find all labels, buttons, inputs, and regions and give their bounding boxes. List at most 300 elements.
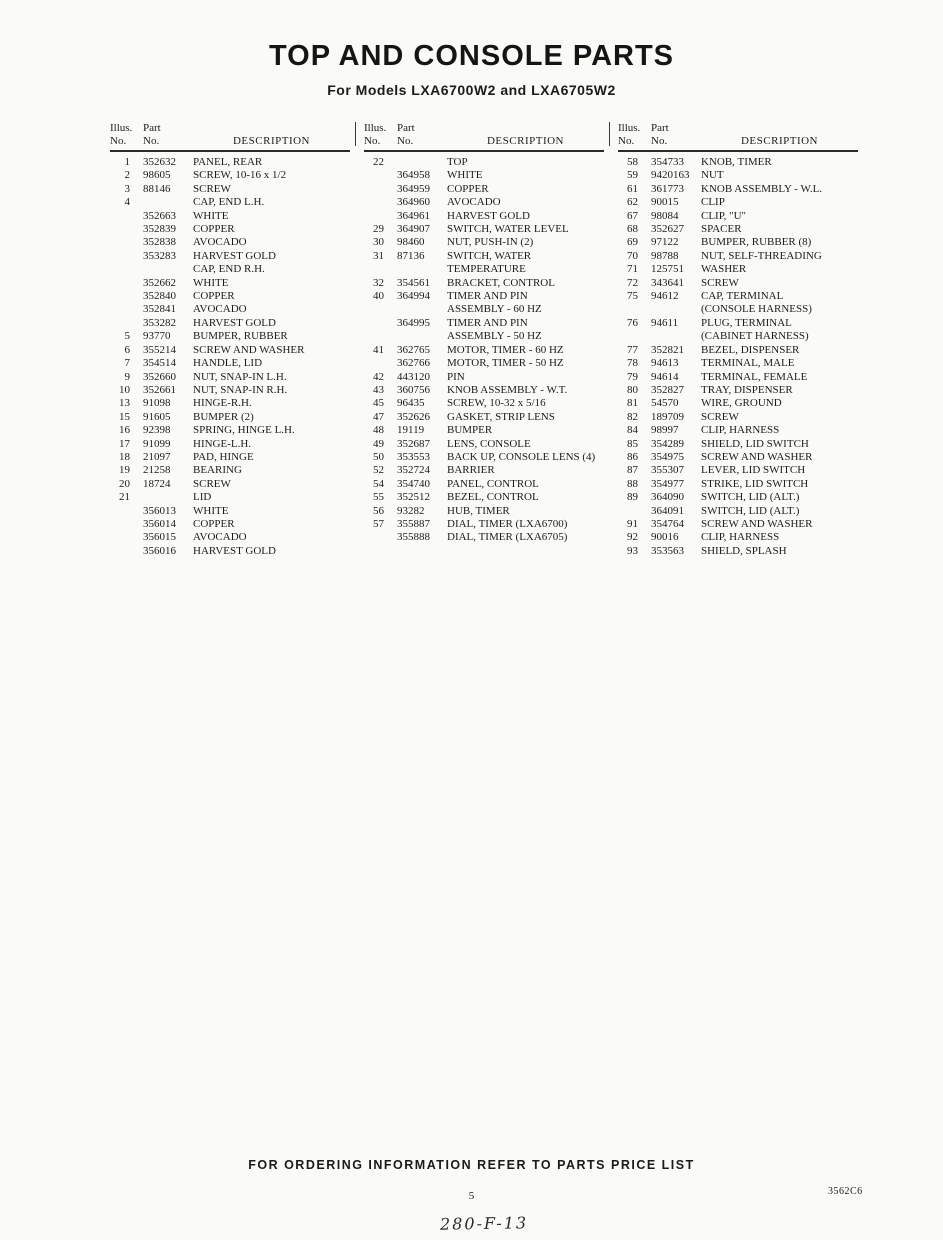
header-part-label: Part (143, 122, 161, 134)
description-cell: TRAY, DISPENSER (701, 383, 793, 396)
parts-row (618, 545, 858, 558)
parts-row (618, 371, 858, 384)
part-no-cell (397, 156, 447, 169)
description-cell: CAP, END R.H. (193, 263, 265, 276)
description-cell: SCREW AND WASHER (193, 343, 305, 356)
illus-no-cell: 40 (373, 290, 384, 303)
part-no-cell: 352841 (143, 303, 176, 316)
part-no-cell: 352627 (651, 223, 684, 236)
illus-no-cell (110, 236, 130, 249)
parts-row (110, 451, 350, 464)
illus-no-cell (364, 263, 384, 276)
description-cell: SWITCH, WATER LEVEL (447, 223, 569, 236)
part-no-cell: 356014 (143, 517, 176, 530)
parts-row (618, 384, 858, 397)
part-no-cell: 98788 (651, 249, 679, 262)
part-no-cell: 355888 (397, 531, 430, 544)
header-part-label: Part (651, 122, 669, 134)
header-line-1 (618, 122, 858, 135)
parts-row (618, 156, 858, 169)
part-no-cell: 364090 (651, 491, 684, 504)
description-cell: AVOCADO (193, 236, 247, 249)
description-cell: BEARING (193, 464, 242, 477)
illus-no-cell: 5 (124, 330, 130, 343)
illus-no-cell: 56 (373, 504, 384, 517)
illus-no-cell (364, 303, 384, 316)
illus-no-cell: 32 (373, 276, 384, 289)
parts-row (364, 424, 604, 437)
part-no-cell: 98084 (651, 209, 679, 222)
part-no-cell: 356016 (143, 544, 176, 557)
description-cell: HARVEST GOLD (447, 209, 530, 222)
illus-no-cell (364, 169, 384, 182)
parts-table (110, 122, 943, 558)
parts-row (618, 223, 858, 236)
parts-row (364, 384, 604, 397)
part-no-cell (143, 491, 193, 504)
description-cell: COPPER (193, 223, 235, 236)
illus-no-cell: 18 (119, 450, 130, 463)
description-cell: COPPER (193, 517, 235, 530)
description-cell: BARRIER (447, 464, 495, 477)
description-cell: CAP, END L.H. (193, 196, 265, 209)
part-no-cell: 443120 (397, 370, 430, 383)
parts-row (618, 277, 858, 290)
parts-rows (110, 156, 350, 558)
illus-no-cell: 72 (627, 276, 638, 289)
parts-row (110, 464, 350, 477)
part-no-cell: 90016 (651, 531, 679, 544)
description-cell: HANDLE, LID (193, 357, 263, 370)
header-spacer (447, 122, 604, 135)
illus-no-cell (364, 196, 384, 209)
description-cell: SCREW (701, 276, 739, 289)
illus-no-cell: 1 (124, 156, 130, 168)
description-cell: SPRING, HINGE L.H. (193, 424, 295, 437)
description-cell: TERMINAL, MALE (701, 357, 795, 370)
illus-no-cell: 15 (119, 410, 130, 423)
illus-no-cell: 92 (627, 531, 638, 544)
illus-no-cell: 57 (373, 517, 384, 530)
illus-no-cell: 68 (627, 223, 638, 236)
part-no-cell: 90015 (651, 196, 679, 209)
description-cell: HINGE-L.H. (193, 437, 252, 450)
illus-no-cell: 91 (627, 517, 638, 530)
parts-row (110, 491, 350, 504)
part-no-cell: 94613 (651, 357, 679, 370)
header-illus-no-label: No. (364, 135, 381, 147)
illus-no-cell: 62 (627, 196, 638, 209)
header-part-no-label: No. (397, 135, 414, 147)
parts-row (364, 371, 604, 384)
parts-row (110, 330, 350, 343)
parts-row (618, 438, 858, 451)
parts-row (618, 424, 858, 437)
description-cell: STRIKE, LID SWITCH (701, 477, 809, 490)
illus-no-cell: 89 (627, 491, 638, 504)
illus-no-cell: 49 (373, 437, 384, 450)
parts-row (618, 263, 858, 276)
illus-no-cell: 41 (373, 343, 384, 356)
description-cell: PANEL, CONTROL (447, 477, 539, 490)
description-cell: SWITCH, WATER (447, 249, 532, 262)
parts-row (618, 464, 858, 477)
column-header (364, 122, 604, 152)
part-no-cell: 361773 (651, 182, 684, 195)
part-no-cell: 98997 (651, 424, 679, 437)
parts-row (618, 357, 858, 370)
parts-row (110, 344, 350, 357)
header-part-no-label: No. (651, 135, 668, 147)
parts-row (364, 464, 604, 477)
illus-no-cell: 75 (627, 290, 638, 303)
illus-no-cell: 88 (627, 477, 638, 490)
illus-no-cell (110, 290, 130, 303)
part-no-cell: 354740 (397, 477, 430, 490)
illus-no-cell: 81 (627, 397, 638, 410)
description-cell: CLIP, HARNESS (701, 531, 780, 544)
description-cell: MOTOR, TIMER - 50 HZ (447, 357, 564, 370)
parts-row (110, 210, 350, 223)
header-line-2 (110, 135, 350, 148)
description-cell: WHITE (193, 276, 229, 289)
part-no-cell: 93282 (397, 504, 425, 517)
parts-row (110, 156, 350, 169)
part-no-cell: 364960 (397, 196, 430, 209)
part-no-cell: 354975 (651, 450, 684, 463)
part-no-cell: 352632 (143, 156, 176, 168)
part-no-cell: 364959 (397, 182, 430, 195)
illus-no-cell (364, 357, 384, 370)
part-no-cell: 98460 (397, 236, 425, 249)
illus-no-cell (110, 505, 130, 518)
description-cell: NUT, PUSH-IN (2) (447, 236, 534, 249)
parts-row (618, 169, 858, 182)
part-no-cell (397, 330, 447, 343)
description-cell: SCREW AND WASHER (701, 450, 813, 463)
parts-row (364, 250, 604, 263)
illus-no-cell: 48 (373, 424, 384, 437)
description-cell: TERMINAL, FEMALE (701, 370, 808, 383)
illus-no-cell (364, 210, 384, 223)
part-no-cell: 364958 (397, 169, 430, 182)
parts-row (110, 531, 350, 544)
parts-row (110, 277, 350, 290)
part-no-cell: 94611 (651, 316, 679, 329)
parts-row (110, 169, 350, 182)
parts-row (618, 505, 858, 518)
header-part-label: Part (397, 122, 415, 134)
description-cell: CAP, TERMINAL (701, 290, 784, 303)
description-cell: BUMPER, RUBBER (8) (701, 236, 812, 249)
description-cell: CLIP, HARNESS (701, 424, 780, 437)
description-cell: WHITE (193, 504, 229, 517)
parts-row (618, 250, 858, 263)
description-cell: DIAL, TIMER (LXA6705) (447, 531, 568, 544)
parts-row (110, 183, 350, 196)
parts-row (364, 263, 604, 276)
part-no-cell: 354733 (651, 156, 684, 168)
description-cell: ASSEMBLY - 60 HZ (447, 303, 542, 316)
illus-no-cell: 93 (627, 544, 638, 557)
part-no-cell: 9420163 (651, 169, 690, 182)
part-no-cell: 54570 (651, 397, 679, 410)
parts-row (618, 397, 858, 410)
parts-row (110, 505, 350, 518)
part-no-cell: 91605 (143, 410, 171, 423)
illus-no-cell (618, 505, 638, 518)
description-cell: SPACER (701, 223, 742, 236)
illus-no-cell: 29 (373, 223, 384, 236)
description-cell: PAD, HINGE (193, 450, 254, 463)
description-cell: SHIELD, SPLASH (701, 544, 787, 557)
parts-column-3 (618, 122, 858, 558)
part-no-cell: 364961 (397, 209, 430, 222)
part-no-cell: 94612 (651, 290, 679, 303)
description-cell: PANEL, REAR (193, 156, 263, 168)
description-cell: NUT, SNAP-IN R.H. (193, 383, 288, 396)
parts-row (110, 303, 350, 316)
description-cell: GASKET, STRIP LENS (447, 410, 555, 423)
parts-row (110, 223, 350, 236)
parts-row (364, 223, 604, 236)
illus-no-cell (110, 210, 130, 223)
parts-column-1 (110, 122, 350, 558)
parts-row (110, 263, 350, 276)
parts-row (618, 344, 858, 357)
illus-no-cell: 42 (373, 370, 384, 383)
ordering-note: FOR ORDERING INFORMATION REFER TO PARTS PRICE LIST (248, 1158, 695, 1172)
description-cell: NUT, SELF-THREADING (701, 249, 822, 262)
part-no-cell: 355887 (397, 517, 430, 530)
part-no-cell: 356013 (143, 504, 176, 517)
description-cell: SCREW (701, 410, 739, 423)
description-cell: PLUG, TERMINAL (701, 316, 792, 329)
description-cell: (CONSOLE HARNESS) (701, 303, 812, 316)
doc-code: 3562C6 (828, 1186, 863, 1197)
parts-row (110, 545, 350, 558)
parts-row (364, 210, 604, 223)
illus-no-cell (110, 223, 130, 236)
description-cell: NUT, SNAP-IN L.H. (193, 370, 287, 383)
illus-no-cell: 84 (627, 424, 638, 437)
parts-row (110, 317, 350, 330)
parts-row (110, 384, 350, 397)
header-line-1 (364, 122, 604, 135)
illus-no-cell (618, 303, 638, 316)
illus-no-cell (110, 531, 130, 544)
description-cell: MOTOR, TIMER - 60 HZ (447, 343, 564, 356)
illus-no-cell: 21 (119, 491, 130, 504)
parts-row (364, 451, 604, 464)
illus-no-cell: 52 (373, 464, 384, 477)
description-cell: LENS, CONSOLE (447, 437, 531, 450)
description-cell: SCREW, 10-32 x 5/16 (447, 397, 546, 410)
part-no-cell: 352840 (143, 290, 176, 303)
description-cell: AVOCADO (193, 531, 247, 544)
part-no-cell: 97122 (651, 236, 679, 249)
illus-no-cell (364, 531, 384, 544)
description-cell: BEZEL, CONTROL (447, 491, 539, 504)
parts-row (618, 183, 858, 196)
part-no-cell: 352827 (651, 383, 684, 396)
illus-no-cell: 43 (373, 383, 384, 396)
part-no-cell: 355307 (651, 464, 684, 477)
part-no-cell: 352687 (397, 437, 430, 450)
part-no-cell (651, 330, 701, 343)
illus-no-cell: 30 (373, 236, 384, 249)
part-no-cell: 343641 (651, 276, 684, 289)
illus-no-cell (364, 183, 384, 196)
parts-row (364, 317, 604, 330)
illus-no-cell: 7 (124, 357, 130, 370)
part-no-cell: 353563 (651, 544, 684, 557)
description-cell: BEZEL, DISPENSER (701, 343, 800, 356)
description-cell: WHITE (193, 209, 229, 222)
parts-row (618, 196, 858, 209)
parts-row (364, 357, 604, 370)
description-cell: COPPER (193, 290, 235, 303)
parts-rows (364, 156, 604, 545)
illus-no-cell: 59 (627, 169, 638, 182)
illus-no-cell: 20 (119, 477, 130, 490)
part-no-cell: 355214 (143, 343, 176, 356)
description-cell: (CABINET HARNESS) (701, 330, 809, 343)
part-no-cell: 352626 (397, 410, 430, 423)
part-no-cell: 352512 (397, 491, 430, 504)
part-no-cell: 91099 (143, 437, 171, 450)
illus-no-cell: 71 (627, 263, 638, 276)
description-cell: SCREW (193, 182, 231, 195)
description-cell: BRACKET, CONTROL (447, 276, 555, 289)
part-no-cell: 354514 (143, 357, 176, 370)
parts-row (110, 290, 350, 303)
illus-no-cell: 4 (124, 196, 130, 209)
part-no-cell: 352663 (143, 209, 176, 222)
description-cell: CLIP (701, 196, 725, 209)
header-line-2 (618, 135, 858, 148)
illus-no-cell: 55 (373, 491, 384, 504)
illus-no-cell (110, 303, 130, 316)
description-cell: HARVEST GOLD (193, 544, 276, 557)
parts-row (110, 236, 350, 249)
header-illus-no-label: No. (618, 135, 635, 147)
illus-no-cell (364, 317, 384, 330)
description-cell: SCREW, 10-16 x 1/2 (193, 169, 287, 182)
parts-row (364, 156, 604, 169)
illus-no-cell: 79 (627, 370, 638, 383)
description-cell: TIMER AND PIN (447, 290, 528, 303)
description-cell: SWITCH, LID (ALT.) (701, 504, 800, 517)
part-no-cell: 354561 (397, 276, 430, 289)
description-cell: KNOB ASSEMBLY - W.L. (701, 182, 823, 195)
description-cell: SWITCH, LID (ALT.) (701, 491, 800, 504)
parts-row (364, 518, 604, 531)
part-no-cell: 94614 (651, 370, 679, 383)
handwritten-note: 280-F-13 (439, 1213, 529, 1234)
page-number: 5 (468, 1190, 475, 1202)
parts-row (110, 250, 350, 263)
parts-row (618, 210, 858, 223)
parts-row (110, 371, 350, 384)
parts-row (364, 438, 604, 451)
parts-row (110, 518, 350, 531)
illus-no-cell: 9 (124, 370, 130, 383)
illus-no-cell: 47 (373, 410, 384, 423)
header-line-2 (364, 135, 604, 148)
description-cell: COPPER (447, 182, 489, 195)
description-cell: AVOCADO (193, 303, 247, 316)
description-cell: TOP (447, 156, 468, 168)
part-no-cell: 360756 (397, 383, 430, 396)
part-no-cell (143, 263, 193, 276)
description-cell: KNOB ASSEMBLY - W.T. (447, 383, 568, 396)
description-cell: WASHER (701, 263, 747, 276)
illus-no-cell: 22 (373, 156, 384, 168)
part-no-cell: 364995 (397, 316, 430, 329)
part-no-cell: 92398 (143, 424, 171, 437)
illus-no-cell: 86 (627, 450, 638, 463)
part-no-cell: 353282 (143, 316, 176, 329)
parts-row (364, 303, 604, 316)
parts-row (110, 478, 350, 491)
illus-no-cell: 80 (627, 383, 638, 396)
page-title: TOP AND CONSOLE PARTS (268, 40, 675, 72)
parts-row (364, 330, 604, 343)
part-no-cell: 189709 (651, 410, 684, 423)
illus-no-cell: 78 (627, 357, 638, 370)
part-no-cell: 353553 (397, 450, 430, 463)
page-subtitle: For Models LXA6700W2 and LXA6705W2 (327, 82, 616, 98)
description-cell: CLIP, "U" (701, 209, 747, 222)
header-illus-label: Illus. (364, 122, 387, 134)
illus-no-cell: 50 (373, 450, 384, 463)
part-no-cell: 362766 (397, 357, 430, 370)
parts-column-2 (364, 122, 604, 558)
parts-row (618, 518, 858, 531)
description-cell: SCREW (193, 477, 231, 490)
part-no-cell (143, 196, 193, 209)
part-no-cell: 364994 (397, 290, 430, 303)
part-no-cell: 352724 (397, 464, 430, 477)
header-description-label: DESCRIPTION (232, 135, 310, 147)
parts-row (618, 531, 858, 544)
header-part-no-label: No. (143, 135, 160, 147)
parts-row (364, 169, 604, 182)
description-cell: ASSEMBLY - 50 HZ (447, 330, 542, 343)
parts-row (110, 357, 350, 370)
illus-no-cell: 70 (627, 249, 638, 262)
illus-no-cell (110, 277, 130, 290)
part-no-cell: 21097 (143, 450, 171, 463)
description-cell: AVOCADO (447, 196, 501, 209)
part-no-cell (397, 303, 447, 316)
parts-row (618, 290, 858, 303)
part-no-cell: 98605 (143, 169, 171, 182)
illus-no-cell: 3 (124, 182, 130, 195)
part-no-cell: 354977 (651, 477, 684, 490)
header-description-label: DESCRIPTION (486, 135, 564, 147)
part-no-cell: 354289 (651, 437, 684, 450)
parts-row (110, 424, 350, 437)
illus-no-cell: 45 (373, 397, 384, 410)
parts-rows (618, 156, 858, 558)
description-cell: HARVEST GOLD (193, 316, 276, 329)
description-cell: LID (193, 491, 212, 504)
parts-row (618, 478, 858, 491)
header-line-1 (110, 122, 350, 135)
description-cell: NUT (701, 169, 724, 182)
